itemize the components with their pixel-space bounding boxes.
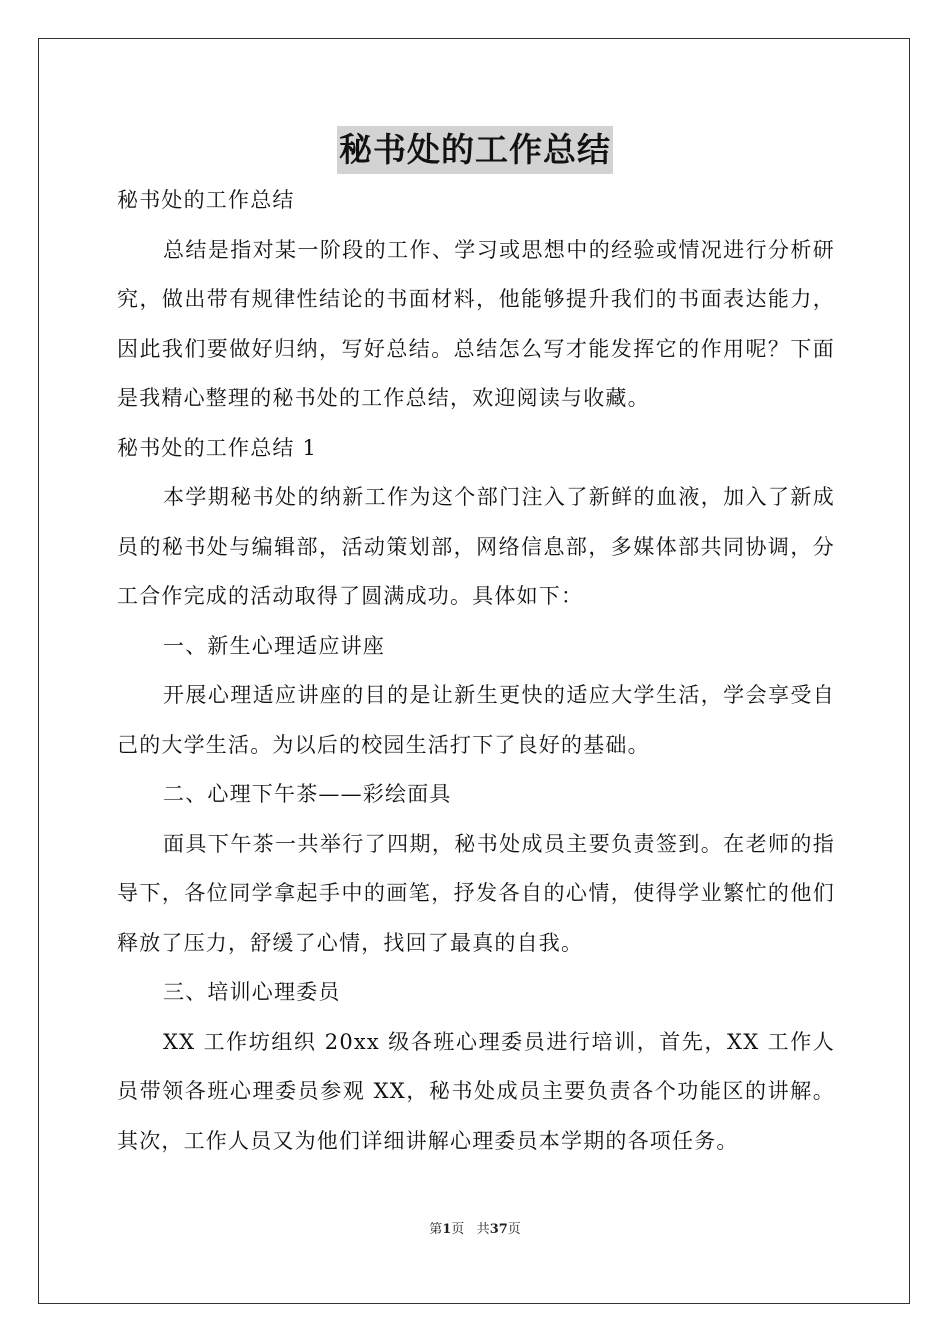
title-container: [0, 126, 950, 174]
paragraph-intro: 总结是指对某一阶段的工作、学习或思想中的经验或情况进行分析研究，做出带有规律性结论的书面材料，他能够提升我们的书面表达能力，因此我们要做好归纳，写好总结。总结怎么写才能发挥它的作用呢？下面是我精心整理的秘书处的工作总结，欢迎阅读与收藏。: [117, 237, 835, 410]
paragraph-heading-1: 一、新生心理适应讲座: [163, 633, 385, 658]
paragraph-tea: 面具下午茶一共举行了四期，秘书处成员主要负责签到。在老师的指导下，各位同学拿起手中的画笔，抒发各自的心情，使得学业繁忙的他们释放了压力，舒缓了心情，找回了最真的自我。: [117, 831, 835, 955]
page-footer: [0, 1218, 950, 1237]
document-body: [117, 176, 835, 1166]
footer-prefix: 第: [429, 1222, 443, 1237]
paragraph-training: XX 工作坊组织 20xx 级各班心理委员进行培训，首先，XX 工作人员带领各班心理委员参观 XX，秘书处成员主要负责各个功能区的讲解。其次，工作人员又为他们详细讲解心理委员本学期的各项任务。: [117, 1029, 835, 1153]
paragraph-heading-2: 二、心理下午茶——彩绘面具: [163, 782, 452, 806]
footer-total-pages: 37: [489, 1222, 508, 1237]
document-title: 秘书处的工作总结: [337, 126, 613, 174]
paragraph-heading-3: 三、培训心理委员: [163, 980, 341, 1004]
paragraph-subtitle: 秘书处的工作总结: [117, 188, 295, 212]
paragraph-recruitment: 本学期秘书处的纳新工作为这个部门注入了新鲜的血液，加入了新成员的秘书处与编辑部，活动策划部，网络信息部，多媒体部共同协调，分工合作完成的活动取得了圆满成功。具体如下：: [117, 485, 835, 608]
footer-total-prefix: 共: [476, 1222, 490, 1237]
footer-page-suffix: 页: [451, 1222, 465, 1237]
paragraph-section-heading: 秘书处的工作总结 1: [117, 435, 318, 460]
paragraph-lecture: 开展心理适应讲座的目的是让新生更快的适应大学生活，学会享受自己的大学生活。为以后的校园生活打下了良好的基础。: [117, 683, 835, 757]
footer-total-suffix: 页: [507, 1222, 521, 1237]
footer-page-number: 1: [442, 1222, 452, 1237]
